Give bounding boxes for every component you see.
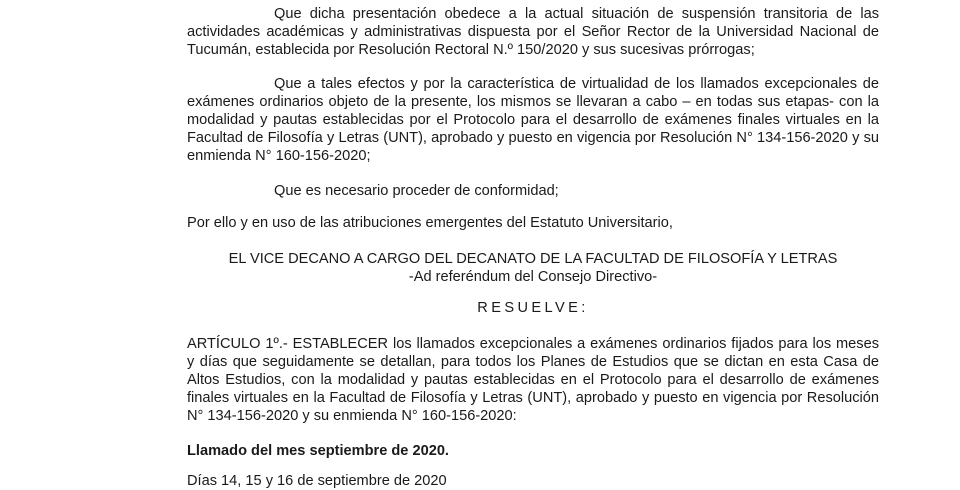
section-title: Llamado del mes septiembre de 2020.: [187, 443, 449, 459]
considerando-paragraph-conformity: Que es necesario proceder de conformidad;: [274, 183, 559, 199]
resuelve-heading: RESUELVE:: [477, 300, 589, 316]
authority-heading: EL VICE DECANO A CARGO DEL DECANATO DE LA FACULTAD DE FILOSOFÍA Y LETRAS: [228, 251, 838, 267]
statute-paragraph: Por ello y en uso de las atribuciones emergentes del Estatuto Universitario,: [187, 215, 673, 231]
article-1-paragraph: ARTÍCULO 1º.- ESTABLECER los llamados excepcionales a exámenes ordinarios fijados para los meses y días que seguidamente se detallan, para todos los Planes de Estudios que se dictan en esta Casa de Altos Estudios, con la modalidad y pautas establecidas en el Protocolo para el desarrollo de exámenes finales virtuales en la Facultad de Filosofía y Letras (UNT), aprobado y puesto en vigencia por Resolución N° 134-156-2020 y su enmienda N° 160-156-2020:: [187, 336, 879, 424]
considerando-paragraph-suspension: Que dicha presentación obedece a la actual situación de suspensión transitoria de las actividades académicas y administrativas dispuesta por el Señor Rector de la Universidad Nacional de Tucumán, establecida por Resolución Rectoral N.º 150/2020 y sus sucesivas prórrogas;: [187, 6, 879, 58]
authority-subheading: -Ad referéndum del Consejo Directivo-: [408, 269, 658, 285]
cut-off-line: Días 14, 15 y 16 de septiembre de 2020: [187, 473, 447, 489]
considerando-paragraph-virtual-exams: Que a tales efectos y por la característica de virtualidad de los llamados excepcionales de exámenes ordinarios objeto de la presente, los mismos se llevaran a cabo – en todas sus etapas- con la modalidad y pautas establecidas por el Protocolo para el desarrollo de exámenes finales virtuales en la Facultad de Filosofía y Letras (UNT), aprobado y puesto en vigencia por Resolución N° 134-156-2020 y su enmienda N° 160-156-2020;: [187, 76, 879, 164]
